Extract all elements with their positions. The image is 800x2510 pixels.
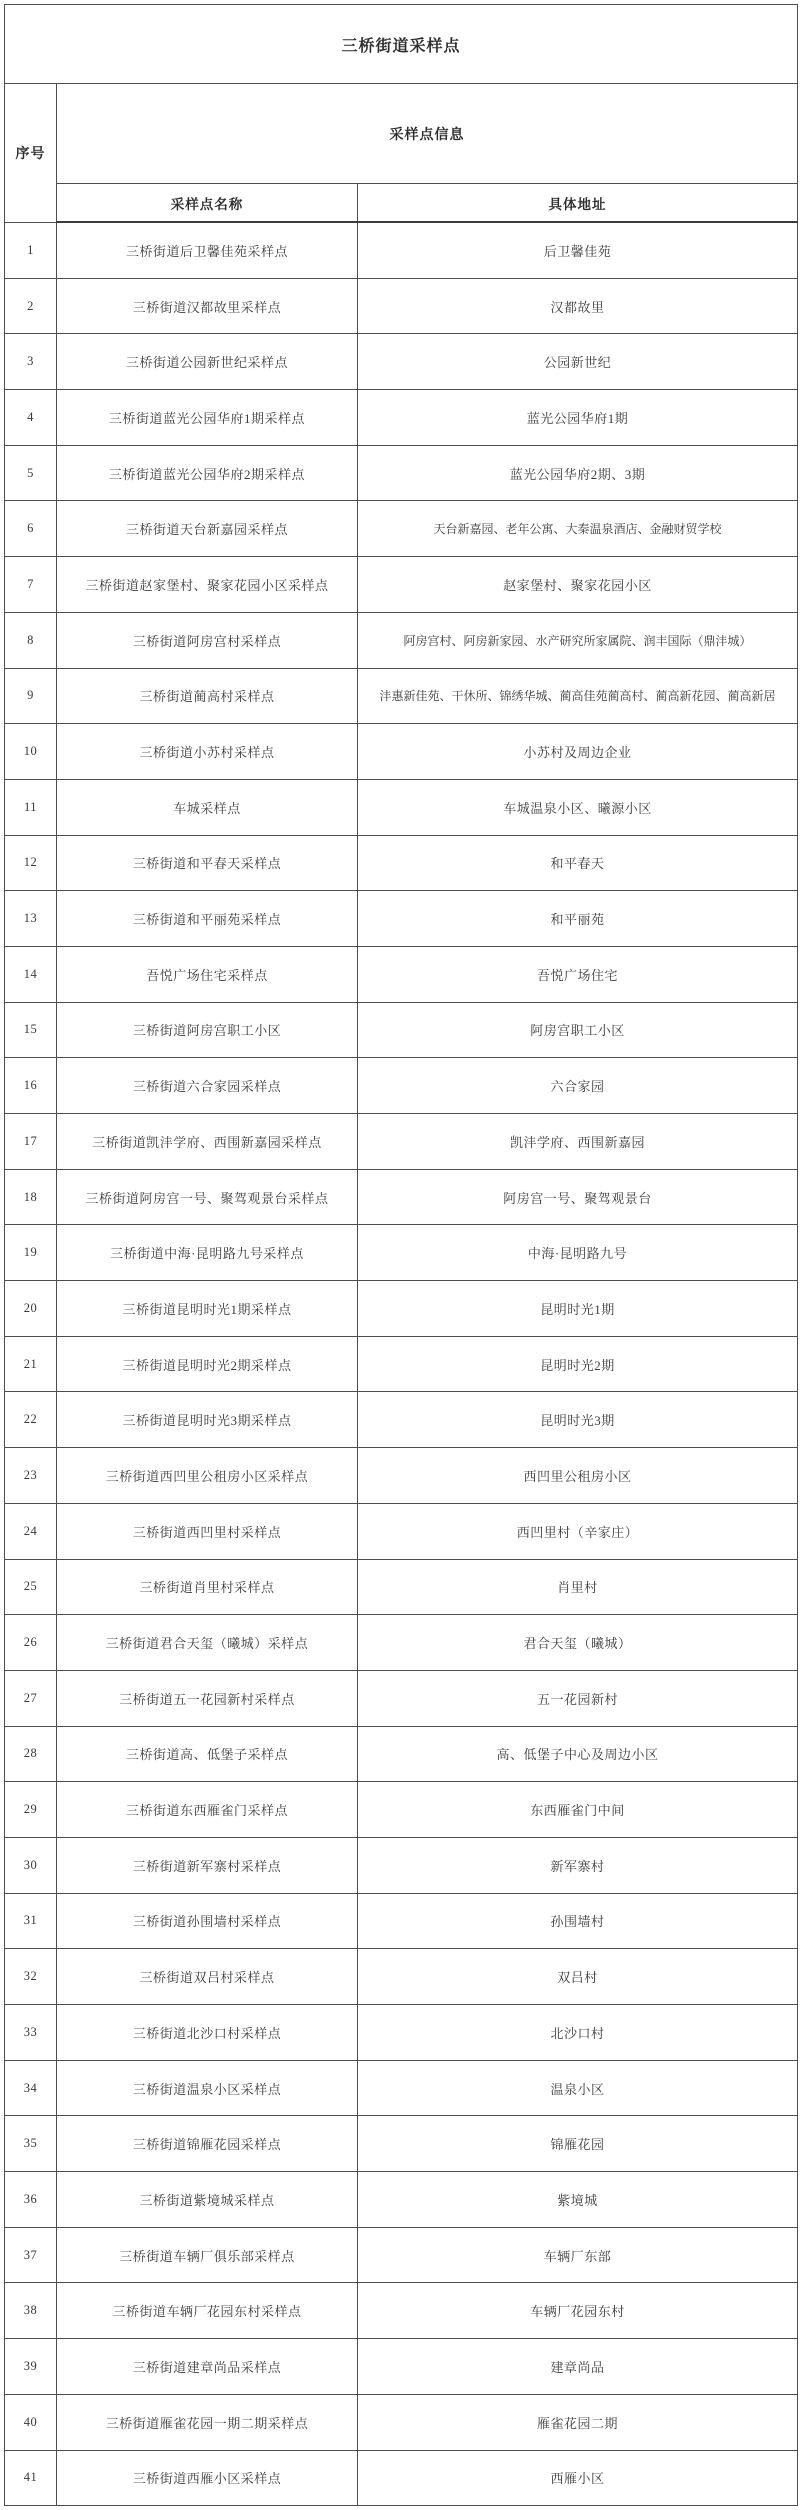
table-row [5, 557, 798, 613]
row-address: 阿房宫职工小区 [358, 1002, 798, 1058]
table-row [5, 1615, 798, 1671]
row-serial-number: 38 [5, 2283, 57, 2339]
table-header [5, 5, 798, 223]
row-address: 吾悦广场住宅 [358, 946, 798, 1002]
table-row [5, 1949, 798, 2005]
row-serial-number: 17 [5, 1114, 57, 1170]
row-sampling-point-name: 三桥街道小苏村采样点 [57, 724, 358, 780]
table-row [5, 2060, 798, 2116]
row-address: 建章尚品 [358, 2339, 798, 2395]
row-address: 肖里村 [358, 1559, 798, 1615]
row-serial-number: 15 [5, 1002, 57, 1058]
table-row [5, 1336, 798, 1392]
table-row [5, 1670, 798, 1726]
row-sampling-point-name: 三桥街道雁雀花园一期二期采样点 [57, 2394, 358, 2450]
row-serial-number: 11 [5, 779, 57, 835]
row-sampling-point-name: 三桥街道双吕村采样点 [57, 1949, 358, 2005]
row-serial-number: 6 [5, 501, 57, 557]
table-row [5, 1058, 798, 1114]
row-address: 雁雀花园二期 [358, 2394, 798, 2450]
row-sampling-point-name: 三桥街道西雁小区采样点 [57, 2450, 358, 2506]
row-serial-number: 7 [5, 557, 57, 613]
row-address: 昆明时光3期 [358, 1392, 798, 1448]
row-serial-number: 9 [5, 668, 57, 724]
row-serial-number: 25 [5, 1559, 57, 1615]
table-row [5, 501, 798, 557]
table-row [5, 2450, 798, 2506]
row-sampling-point-name: 三桥街道昆明时光1期采样点 [57, 1281, 358, 1337]
row-address: 后卫馨佳苑 [358, 222, 798, 278]
row-serial-number: 29 [5, 1782, 57, 1838]
row-serial-number: 26 [5, 1615, 57, 1671]
row-sampling-point-name: 三桥街道公园新世纪采样点 [57, 334, 358, 390]
row-address: 和平春天 [358, 835, 798, 891]
table-row [5, 1169, 798, 1225]
row-serial-number: 37 [5, 2227, 57, 2283]
table-row [5, 334, 798, 390]
row-address: 北沙口村 [358, 2005, 798, 2061]
row-serial-number: 18 [5, 1169, 57, 1225]
row-sampling-point-name: 三桥街道天台新嘉园采样点 [57, 501, 358, 557]
table-row [5, 2394, 798, 2450]
row-sampling-point-name: 三桥街道阿房宫一号、聚驾观景台采样点 [57, 1169, 358, 1225]
row-serial-number: 23 [5, 1448, 57, 1504]
row-serial-number: 16 [5, 1058, 57, 1114]
row-address: 昆明时光2期 [358, 1336, 798, 1392]
row-address: 君合天玺（曦城） [358, 1615, 798, 1671]
row-serial-number: 40 [5, 2394, 57, 2450]
table-row [5, 390, 798, 446]
row-sampling-point-name: 三桥街道蓝光公园华府2期采样点 [57, 445, 358, 501]
row-sampling-point-name: 三桥街道阿房宫职工小区 [57, 1002, 358, 1058]
row-address: 阿房宫村、阿房新家园、水产研究所家属院、润丰国际（鼎沣城） [358, 612, 798, 668]
row-address: 温泉小区 [358, 2060, 798, 2116]
table-row [5, 1448, 798, 1504]
row-address: 紫境城 [358, 2172, 798, 2228]
row-address: 小苏村及周边企业 [358, 724, 798, 780]
row-serial-number: 34 [5, 2060, 57, 2116]
row-address: 昆明时光1期 [358, 1281, 798, 1337]
row-sampling-point-name: 三桥街道北沙口村采样点 [57, 2005, 358, 2061]
row-address: 西雁小区 [358, 2450, 798, 2506]
table-row [5, 2339, 798, 2395]
row-serial-number: 12 [5, 835, 57, 891]
row-sampling-point-name: 三桥街道六合家园采样点 [57, 1058, 358, 1114]
table-row [5, 1893, 798, 1949]
row-address: 西凹里村（辛家庄） [358, 1503, 798, 1559]
row-sampling-point-name: 三桥街道高、低堡子采样点 [57, 1726, 358, 1782]
row-address: 中海·昆明路九号 [358, 1225, 798, 1281]
row-serial-number: 2 [5, 278, 57, 334]
row-address: 天台新嘉园、老年公寓、大秦温泉酒店、金融财贸学校 [358, 501, 798, 557]
row-serial-number: 41 [5, 2450, 57, 2506]
row-serial-number: 22 [5, 1392, 57, 1448]
row-serial-number: 3 [5, 334, 57, 390]
table-row [5, 724, 798, 780]
row-serial-number: 35 [5, 2116, 57, 2172]
row-sampling-point-name: 三桥街道五一花园新村采样点 [57, 1670, 358, 1726]
row-address: 汉都故里 [358, 278, 798, 334]
col-header-address: 具体地址 [358, 184, 798, 223]
row-address: 蓝光公园华府1期 [358, 390, 798, 446]
table-row [5, 222, 798, 278]
row-address: 西凹里公租房小区 [358, 1448, 798, 1504]
table-row [5, 2172, 798, 2228]
row-serial-number: 39 [5, 2339, 57, 2395]
row-serial-number: 1 [5, 222, 57, 278]
row-address: 锦雁花园 [358, 2116, 798, 2172]
row-sampling-point-name: 三桥街道赵家堡村、聚家花园小区采样点 [57, 557, 358, 613]
table-row [5, 1392, 798, 1448]
row-address: 沣惠新佳苑、干休所、锦绣华城、蔺高佳苑蔺高村、蔺高新花园、蔺高新居 [358, 668, 798, 724]
col-header-name: 采样点名称 [57, 184, 358, 223]
row-serial-number: 31 [5, 1893, 57, 1949]
row-serial-number: 30 [5, 1837, 57, 1893]
table-row [5, 1559, 798, 1615]
table-row [5, 2116, 798, 2172]
row-sampling-point-name: 三桥街道西凹里村采样点 [57, 1503, 358, 1559]
row-serial-number: 5 [5, 445, 57, 501]
col-header-info: 采样点信息 [57, 84, 798, 184]
row-address: 五一花园新村 [358, 1670, 798, 1726]
table-row [5, 1225, 798, 1281]
row-address: 赵家堡村、聚家花园小区 [358, 557, 798, 613]
row-sampling-point-name: 三桥街道汉都故里采样点 [57, 278, 358, 334]
row-sampling-point-name: 三桥街道和平春天采样点 [57, 835, 358, 891]
table-row [5, 946, 798, 1002]
row-sampling-point-name: 三桥街道东西雁雀门采样点 [57, 1782, 358, 1838]
row-sampling-point-name: 三桥街道君合天玺（曦城）采样点 [57, 1615, 358, 1671]
table-body [5, 222, 798, 2506]
table-row [5, 891, 798, 947]
col-header-serial: 序号 [5, 84, 57, 223]
header-row-sub [5, 184, 798, 223]
row-address: 双吕村 [358, 1949, 798, 2005]
row-sampling-point-name: 三桥街道建章尚品采样点 [57, 2339, 358, 2395]
row-sampling-point-name: 三桥街道孙围墙村采样点 [57, 1893, 358, 1949]
row-address: 六合家园 [358, 1058, 798, 1114]
row-sampling-point-name: 三桥街道蔺高村采样点 [57, 668, 358, 724]
row-address: 凯沣学府、西围新嘉园 [358, 1114, 798, 1170]
row-sampling-point-name: 三桥街道锦雁花园采样点 [57, 2116, 358, 2172]
row-sampling-point-name: 三桥街道新军寨村采样点 [57, 1837, 358, 1893]
table-row [5, 1503, 798, 1559]
row-address: 高、低堡子中心及周边小区 [358, 1726, 798, 1782]
row-address: 和平丽苑 [358, 891, 798, 947]
table-row [5, 2283, 798, 2339]
row-address: 孙围墙村 [358, 1893, 798, 1949]
table-row [5, 278, 798, 334]
row-sampling-point-name: 三桥街道温泉小区采样点 [57, 2060, 358, 2116]
row-address: 新军寨村 [358, 1837, 798, 1893]
table-row [5, 2227, 798, 2283]
row-sampling-point-name: 三桥街道后卫馨佳苑采样点 [57, 222, 358, 278]
table-row [5, 1782, 798, 1838]
row-address: 公园新世纪 [358, 334, 798, 390]
table-row [5, 1114, 798, 1170]
row-serial-number: 32 [5, 1949, 57, 2005]
row-address: 东西雁雀门中间 [358, 1782, 798, 1838]
row-serial-number: 21 [5, 1336, 57, 1392]
row-sampling-point-name: 三桥街道紫境城采样点 [57, 2172, 358, 2228]
row-serial-number: 36 [5, 2172, 57, 2228]
table-row [5, 1281, 798, 1337]
row-serial-number: 13 [5, 891, 57, 947]
row-sampling-point-name: 三桥街道凯沣学府、西围新嘉园采样点 [57, 1114, 358, 1170]
row-sampling-point-name: 三桥街道昆明时光2期采样点 [57, 1336, 358, 1392]
row-address: 车辆厂花园东村 [358, 2283, 798, 2339]
table-row [5, 2005, 798, 2061]
row-serial-number: 19 [5, 1225, 57, 1281]
row-address: 蓝光公园华府2期、3期 [358, 445, 798, 501]
row-serial-number: 4 [5, 390, 57, 446]
row-sampling-point-name: 三桥街道肖里村采样点 [57, 1559, 358, 1615]
table-row [5, 779, 798, 835]
row-sampling-point-name: 吾悦广场住宅采样点 [57, 946, 358, 1002]
table-row [5, 612, 798, 668]
table-row [5, 445, 798, 501]
sampling-points-table [4, 4, 798, 2506]
row-serial-number: 14 [5, 946, 57, 1002]
table-title: 三桥街道采样点 [5, 5, 798, 84]
row-sampling-point-name: 三桥街道阿房宫村采样点 [57, 612, 358, 668]
header-row-info [5, 84, 798, 184]
row-serial-number: 27 [5, 1670, 57, 1726]
row-serial-number: 20 [5, 1281, 57, 1337]
row-address: 车城温泉小区、曦源小区 [358, 779, 798, 835]
row-sampling-point-name: 三桥街道西凹里公租房小区采样点 [57, 1448, 358, 1504]
row-serial-number: 8 [5, 612, 57, 668]
row-serial-number: 33 [5, 2005, 57, 2061]
row-sampling-point-name: 三桥街道车辆厂俱乐部采样点 [57, 2227, 358, 2283]
row-address: 车辆厂东部 [358, 2227, 798, 2283]
table-row [5, 1837, 798, 1893]
table-row [5, 835, 798, 891]
row-sampling-point-name: 三桥街道车辆厂花园东村采样点 [57, 2283, 358, 2339]
row-sampling-point-name: 三桥街道中海·昆明路九号采样点 [57, 1225, 358, 1281]
row-serial-number: 10 [5, 724, 57, 780]
row-sampling-point-name: 车城采样点 [57, 779, 358, 835]
row-sampling-point-name: 三桥街道蓝光公园华府1期采样点 [57, 390, 358, 446]
title-row [5, 5, 798, 84]
row-serial-number: 24 [5, 1503, 57, 1559]
table-row [5, 668, 798, 724]
row-sampling-point-name: 三桥街道和平丽苑采样点 [57, 891, 358, 947]
table-row [5, 1726, 798, 1782]
table-row [5, 1002, 798, 1058]
row-sampling-point-name: 三桥街道昆明时光3期采样点 [57, 1392, 358, 1448]
row-address: 阿房宫一号、聚驾观景台 [358, 1169, 798, 1225]
row-serial-number: 28 [5, 1726, 57, 1782]
